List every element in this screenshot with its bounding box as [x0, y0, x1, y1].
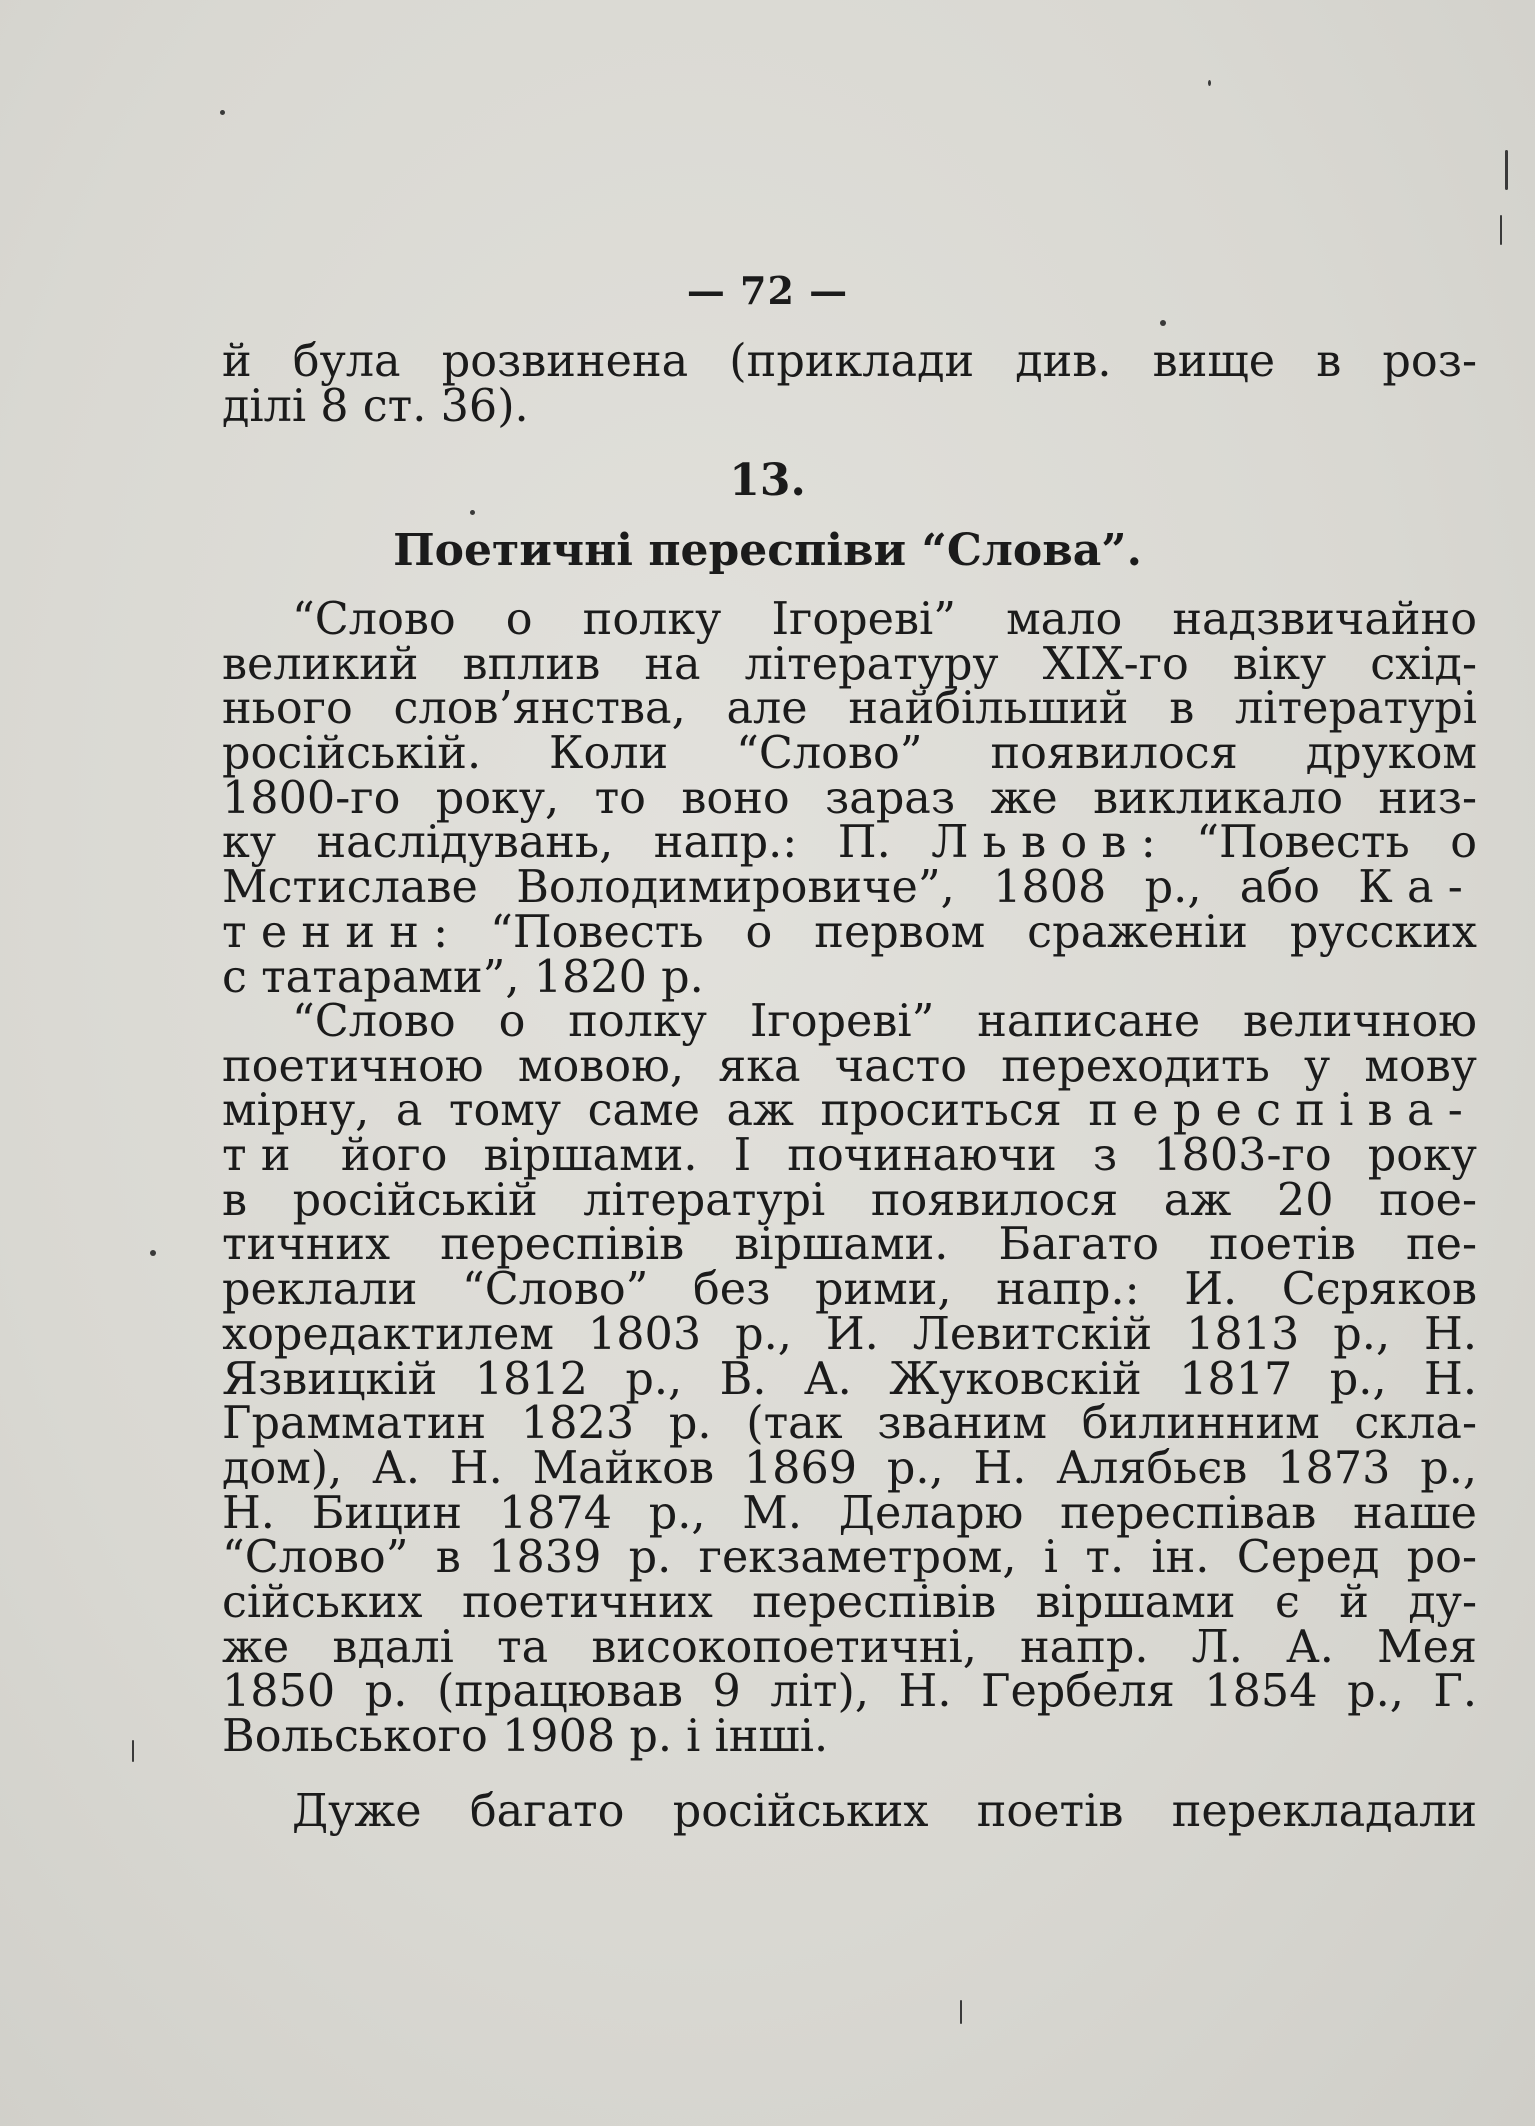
text-line: дом), А. Н. Майков 1869 р., Н. Алябьєв 1873 р.,	[222, 1442, 1477, 1494]
text-line: с татарами”, 1820 р.	[222, 951, 704, 1003]
text-segment: мірну, а тому саме аж проситься	[222, 1085, 1089, 1137]
text-line: великий вплив на літературу ХІХ-го віку схід-	[222, 638, 1477, 690]
text-line	[222, 1130, 1477, 1182]
edge-mark	[960, 2000, 962, 2024]
text-line: й була розвинена (приклади див. вище в роз-	[222, 336, 1477, 387]
text-line: російській. Коли “Слово” появилося друком	[222, 728, 1477, 780]
text-line	[222, 862, 1477, 914]
dust-speck	[470, 510, 475, 515]
spaced-name: Львов	[931, 817, 1141, 869]
text-line: “Слово” в 1839 р. гекзаметром, і т. ін. Серед ро-	[222, 1532, 1477, 1584]
text-line: сійських поетичних переспівів віршами є й ду-	[222, 1576, 1477, 1628]
spaced-name: тенин	[222, 906, 434, 958]
text-line: 1800-го року, то воно зараз же викликало низ-	[222, 772, 1477, 824]
text-segment: : “Повесть о первом сраженіи русских	[433, 906, 1477, 958]
text-line: же вдалі та високопоетичні, напр. Л. А. Мея	[222, 1621, 1477, 1673]
dust-speck	[1160, 320, 1166, 326]
edge-mark	[132, 1740, 134, 1762]
section-title: Поетичні переспіви “Слова”.	[393, 525, 1142, 576]
edge-mark	[1505, 150, 1508, 190]
spaced-name: Ка-	[1358, 862, 1477, 914]
text-line	[222, 817, 1477, 869]
text-line: Вольського 1908 р. і інші.	[222, 1711, 829, 1762]
text-line	[222, 1085, 1477, 1137]
text-segment: його віршами. І починаючи з 1803-го року	[304, 1130, 1477, 1182]
text-line	[222, 906, 1477, 958]
text-line: Язвицкій 1812 р., В. А. Жуковскій 1817 р., Н.	[222, 1353, 1477, 1405]
text-line: Дуже багато російських поетів перекладали	[292, 1786, 1477, 1837]
text-line: реклали “Слово” без рими, напр.: И. Сєряков	[222, 1264, 1477, 1316]
text-line: тичних переспівів віршами. Багато поетів пе-	[222, 1219, 1477, 1271]
page-number: — 72 —	[686, 268, 849, 313]
dust-speck	[150, 1250, 156, 1256]
text-segment: : “Повесть о	[1140, 817, 1477, 869]
text-line: хоредактилем 1803 р., И. Левитскій 1813 р., Н.	[222, 1308, 1477, 1360]
text-segment: Мстиславе Володимировиче”, 1808 р., або	[222, 862, 1359, 914]
text-line: Н. Бицин 1874 р., М. Деларю переспівав наше	[222, 1487, 1477, 1539]
text-line: нього слов’янства, але найбільший в літературі	[222, 683, 1477, 735]
edge-mark	[1500, 215, 1502, 245]
spaced-word: ти	[222, 1130, 305, 1182]
text-line: 1850 р. (працював 9 літ), Н. Гербеля 1854 р., Г.	[222, 1666, 1477, 1718]
text-line: в російській літературі появилося аж 20 пое-	[222, 1174, 1477, 1226]
text-line: “Слово о полку Ігореві” мало надзвичайно	[292, 594, 1477, 645]
dust-speck	[1208, 80, 1211, 86]
dust-speck	[220, 110, 225, 115]
paragraph-3	[222, 1786, 1477, 1837]
paragraph-2	[222, 996, 1477, 1762]
text-line: Грамматин 1823 р. (так званим билинним скла-	[222, 1398, 1477, 1450]
spaced-word: переспіва-	[1088, 1085, 1477, 1137]
text-segment: ку наслідувань, напр.: П.	[222, 817, 932, 869]
section-number: 13.	[729, 455, 806, 506]
text-line: ділі 8 ст. 36).	[222, 380, 529, 432]
paragraph-1	[222, 594, 1477, 1003]
text-line: поетичною мовою, яка часто переходить у мову	[222, 1040, 1477, 1092]
carryover-paragraph	[222, 336, 1477, 432]
text-line: “Слово о полку Ігореві” написане величною	[292, 996, 1477, 1047]
